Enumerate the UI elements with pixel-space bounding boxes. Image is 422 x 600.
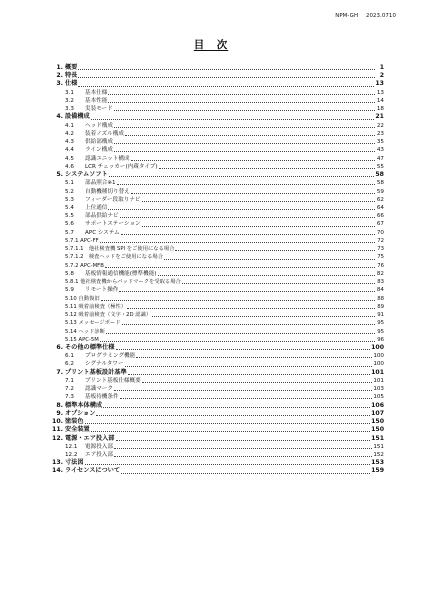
toc-entry-title: ヘッド構成 [85,122,113,129]
toc-entry-number: 5.4 [65,204,74,211]
toc-entry-title: 設備構成 [65,113,90,121]
toc-entry[interactable] [40,443,384,451]
toc-entry-number: 5.5 [65,213,74,220]
toc-entry-title: 概要 [65,64,78,71]
toc-entry-number: 11. [52,426,63,434]
toc-entry[interactable] [40,171,384,179]
toc-entry[interactable] [40,352,384,360]
toc-entry-title: フィーダー段取りナビ [85,196,141,203]
toc-entry-page: 153 [371,459,384,467]
dot-leader [78,64,375,70]
toc-entry-title: 装着ノズル構成 [85,130,124,137]
toc-entry-title: 安全装置 [65,426,90,434]
toc-entry-number: 4.6 [65,163,74,170]
toc-entry-title: 5.11 吸着前検査（極性） [65,303,127,310]
toc-entry-title: シグナルタワー [85,361,124,368]
toc-entry[interactable] [40,393,384,401]
toc-entry-number: 10. [52,418,63,426]
toc-entry[interactable] [40,146,384,154]
toc-entry[interactable] [40,245,384,253]
toc-entry[interactable] [40,426,384,434]
toc-entry-number: 4.5 [65,155,74,162]
toc-entry[interactable] [40,130,384,138]
toc-entry-number: 9. [56,409,63,417]
toc-entry-page: 13 [375,80,384,88]
toc-entry-title: その他の標準仕様 [65,343,115,351]
toc-entry[interactable] [40,253,384,261]
toc-entry-page: 55 [376,163,384,170]
toc-entry-page: 13 [376,89,384,96]
toc-entry-number: 5.6 [65,221,74,228]
toc-entry-number: 14. [52,467,63,475]
dot-leader [114,451,372,457]
toc-entry[interactable] [40,80,384,88]
toc-entry-page: 84 [376,287,384,294]
dot-leader [182,278,375,284]
toc-entry-page: 18 [376,106,384,113]
toc-entry[interactable] [40,262,384,270]
toc-entry-title: プリント基板設計基準 [65,368,127,376]
toc-entry-title: サポートステーション [85,221,141,228]
dot-leader [105,262,375,268]
toc-entry-title: 5.10 自動復旧 [65,295,100,302]
dot-leader [127,303,375,309]
toc-entry-page: 64 [376,204,384,211]
toc-entry[interactable] [40,369,384,377]
page-header [335,13,396,19]
toc-entry-number: 5.7 [65,229,74,236]
toc-entry[interactable] [40,385,384,393]
dot-leader [142,196,376,202]
toc-entry-title: プリント基板仕様概要 [85,377,141,384]
toc-entry[interactable] [40,64,384,72]
toc-entry-page: 95 [377,328,384,335]
toc-entry-page: 47 [376,155,384,162]
toc-entry[interactable] [40,105,384,113]
toc-entry-page: 89 [377,303,384,310]
toc-entry-title: 5.7.1.1 他社検査機 SPI をご使用になる場合 [65,246,175,253]
toc-entry[interactable] [40,328,384,336]
toc-entry-title: 実装モード [85,106,113,113]
toc-entry-page: 14 [376,97,384,104]
toc-entry[interactable] [40,212,384,220]
toc-entry-number: 1. [56,64,63,71]
dot-leader [152,311,375,317]
toc-entry-title: 5.7.1.2 検査ヘッドをご使用になる場合 [65,254,163,261]
toc-entry-page: 22 [376,122,384,129]
toc-entry[interactable] [40,97,384,105]
toc-entry-number: 5.9 [65,287,74,294]
toc-entry-page: 91 [377,312,384,319]
toc-entry[interactable] [40,344,384,352]
toc-entry-number: 7. [56,368,63,376]
toc-entry[interactable] [40,467,384,475]
toc-entry-page: 76 [377,262,384,269]
toc-entry[interactable] [40,220,384,228]
toc-entry-page: 100 [373,353,384,360]
toc-entry-title: ライセンスについて [65,467,121,475]
toc-entry-page: 72 [377,237,384,244]
toc-entry-page: 21 [375,113,384,121]
dot-leader [117,179,375,185]
toc-entry-page: 96 [377,336,384,343]
toc-entry-page: 100 [371,343,384,351]
toc-entry-number: 4. [56,113,63,121]
toc-entry-title: 基本仕様 [85,89,108,96]
toc-entry-page: 150 [371,418,384,426]
toc-entry-title: 部品照合※1 [85,180,116,187]
toc-entry-page: 59 [376,188,384,195]
title-text: 目 次 [193,39,229,51]
toc-entry-title: オプション [65,409,96,417]
toc-entry-number: 3.2 [65,97,74,104]
dot-leader [125,361,373,367]
toc-entry[interactable] [40,286,384,294]
toc-entry-number: 5. [56,171,63,179]
dot-leader [100,237,375,243]
toc-entry-number: 12. [52,434,63,442]
dot-leader [114,146,375,152]
toc-entry-title: 認識ユニット構成 [85,155,130,162]
toc-entry-page: 107 [371,409,384,417]
dot-leader [121,229,375,235]
dot-leader [116,344,371,350]
toc-entry-page: 2 [379,72,384,80]
toc-entry-page: 23 [376,130,384,137]
toc-entry-page: 103 [373,386,384,393]
dot-leader [142,377,373,383]
toc-entry-page: 43 [376,147,384,154]
toc-entry-page: 67 [376,221,384,228]
toc-entry-title: 仕様 [65,80,78,88]
toc-entry-number: 5.2 [65,188,74,195]
toc-entry-number: 7.1 [65,377,74,384]
dot-leader [119,286,375,292]
toc-entry[interactable] [40,196,384,204]
toc-entry-number: 6.1 [65,353,74,360]
toc-entry-page: 62 [376,196,384,203]
toc-entry-number: 3.1 [65,89,74,96]
toc-entry[interactable] [40,336,384,344]
dot-leader [91,426,370,432]
toc-entry-title: ライン構成 [85,147,113,154]
toc-entry[interactable] [40,303,384,311]
toc-entry[interactable] [40,402,384,410]
toc-entry[interactable] [40,188,384,196]
toc-entry-page: 35 [376,139,384,146]
toc-entry[interactable] [40,270,384,278]
dot-leader [120,212,375,218]
toc-entry[interactable] [40,72,384,80]
dot-leader [114,443,372,449]
toc-entry[interactable] [40,229,384,237]
toc-entry-title: 5.14 ヘッド診断 [65,328,105,335]
dot-leader [164,254,375,260]
dot-leader [100,336,375,342]
toc-entry-title: 5.7.1 APC-FF [65,237,99,244]
toc-entry-title: エア投入部 [85,452,113,459]
toc-entry-title: 供給部構成 [85,139,113,146]
dot-leader [159,163,375,169]
toc-entry[interactable] [40,410,384,418]
toc-entry-number: 4.3 [65,139,74,146]
doc-code: NPM-GH [335,13,359,19]
toc-entry-title: 上位通信 [85,204,108,211]
toc-entry-title: リモート操作 [85,287,119,294]
toc-entry[interactable] [40,204,384,212]
toc-entry-title: 基板情報通信機能(標準機能) [85,270,157,277]
toc-entry-number: 7.3 [65,394,74,401]
toc-entry[interactable] [40,278,384,286]
dot-leader [175,245,375,251]
dot-leader [125,130,375,136]
toc-entry[interactable] [40,155,384,163]
toc-entry[interactable] [40,237,384,245]
page-title [0,37,422,52]
toc-entry-number: 13. [52,459,63,467]
toc-entry-title: システムソフト [65,171,108,179]
toc-entry-title: プログラミング機能 [85,353,136,360]
toc-entry-number: 4.2 [65,130,74,137]
doc-date: 2023.0710 [365,13,396,19]
toc-entry-page: 95 [377,320,384,327]
toc-entry-number: 5.1 [65,180,74,187]
toc-entry-page: 1 [379,64,384,71]
dot-leader [103,402,370,408]
toc-entry[interactable] [40,418,384,426]
toc-entry-title: 塗装色 [65,418,84,426]
toc-entry-page: 58 [376,180,384,187]
dot-leader [122,319,375,325]
toc-entry[interactable] [40,451,384,459]
dot-leader [109,171,375,177]
toc-entry-number: 4.4 [65,147,74,154]
toc-entry-title: 基板待機条件 [85,394,119,401]
dot-leader [108,97,375,103]
toc-entry-page: 100 [373,361,384,368]
toc-entry[interactable] [40,295,384,303]
dot-leader [116,435,371,441]
toc-entry-number: 4.1 [65,122,74,129]
dot-leader [131,155,375,161]
toc-entry-page: 88 [377,295,384,302]
toc-entry-number: 7.2 [65,386,74,393]
toc-entry-page: 66 [376,213,384,220]
toc-entry-title: 電源・エア投入部 [65,434,115,442]
toc-entry[interactable] [40,113,384,121]
toc-entry-title: 電源投入部 [85,443,113,450]
dot-leader [142,221,375,227]
toc-entry-page: 151 [373,443,384,450]
toc-entry-page: 106 [371,401,384,409]
dot-leader [131,188,375,194]
toc-entry[interactable] [40,163,384,171]
toc-entry-page: 58 [375,171,384,179]
dot-leader [108,89,375,95]
toc-entry-page: 105 [373,394,384,401]
toc-entry-page: 82 [376,270,384,277]
toc-entry-title: APC システム [85,229,120,236]
toc-entry-page: 73 [377,246,384,253]
dot-leader [120,393,373,399]
toc-entry[interactable] [40,377,384,385]
toc-entry-title: 部品供給ナビ [85,213,119,220]
dot-leader [91,114,375,120]
toc-entry-number: 6.2 [65,361,74,368]
toc-entry-number: 12.2 [65,452,78,459]
dot-leader [85,459,371,465]
toc-entry-title: 寸法図 [65,459,84,467]
toc-entry-number: 3.3 [65,106,74,113]
toc-entry-number: 5.8 [65,270,74,277]
dot-leader [128,369,370,375]
toc-entry-title: 特長 [65,72,78,80]
toc-entry-page: 83 [377,279,384,286]
toc-entry-page: 101 [371,368,384,376]
toc-entry-title: 5.13 メッセージボード [65,320,121,327]
toc-entry-number: 5.3 [65,196,74,203]
toc-entry-page: 159 [371,467,384,475]
table-of-contents [40,64,384,476]
dot-leader [121,468,370,474]
toc-entry-title: 5.7.2 APC-MFB [65,262,104,269]
toc-entry-title: 5.8.1 他社検査機からバッドマークを受取る場合 [65,279,181,286]
toc-entry-page: 75 [377,254,384,261]
toc-entry-number: 12.1 [65,443,78,450]
dot-leader [101,295,375,301]
toc-entry-page: 70 [376,229,384,236]
dot-leader [106,328,375,334]
toc-entry[interactable] [40,138,384,146]
toc-entry-page: 151 [371,434,384,442]
toc-entry-title: 5.15 APC-5M [65,336,99,343]
toc-entry-number: 6. [56,343,63,351]
toc-entry-title: 標準本体構成 [65,401,103,409]
dot-leader [85,418,371,424]
toc-entry-number: 2. [56,72,63,80]
dot-leader [114,385,372,391]
toc-entry-page: 152 [373,452,384,459]
dot-leader [78,72,375,78]
toc-entry-title: 自動機種切り替え [85,188,130,195]
toc-entry-title: 5.12 吸着前検査（文字・2D 認識） [65,312,152,319]
dot-leader [78,81,374,87]
toc-entry[interactable] [40,435,384,443]
toc-entry[interactable] [40,311,384,319]
toc-entry[interactable] [40,179,384,187]
dot-leader [114,105,375,111]
dot-leader [108,204,375,210]
toc-entry-title: 基本性能 [85,97,108,104]
toc-entry[interactable] [40,89,384,97]
toc-entry[interactable] [40,122,384,130]
dot-leader [114,138,375,144]
toc-entry-title: LCR チェッカー(内蔵タイプ) [85,163,158,170]
dot-leader [96,410,370,416]
toc-entry-number: 8. [56,401,63,409]
toc-entry[interactable] [40,360,384,368]
toc-entry-page: 101 [373,377,384,384]
toc-entry[interactable] [40,319,384,327]
dot-leader [114,122,375,128]
toc-entry-number: 3. [56,80,63,88]
dot-leader [158,270,376,276]
toc-entry-page: 150 [371,426,384,434]
toc-entry-title: 認識マーク [85,386,113,393]
dot-leader [136,352,372,358]
